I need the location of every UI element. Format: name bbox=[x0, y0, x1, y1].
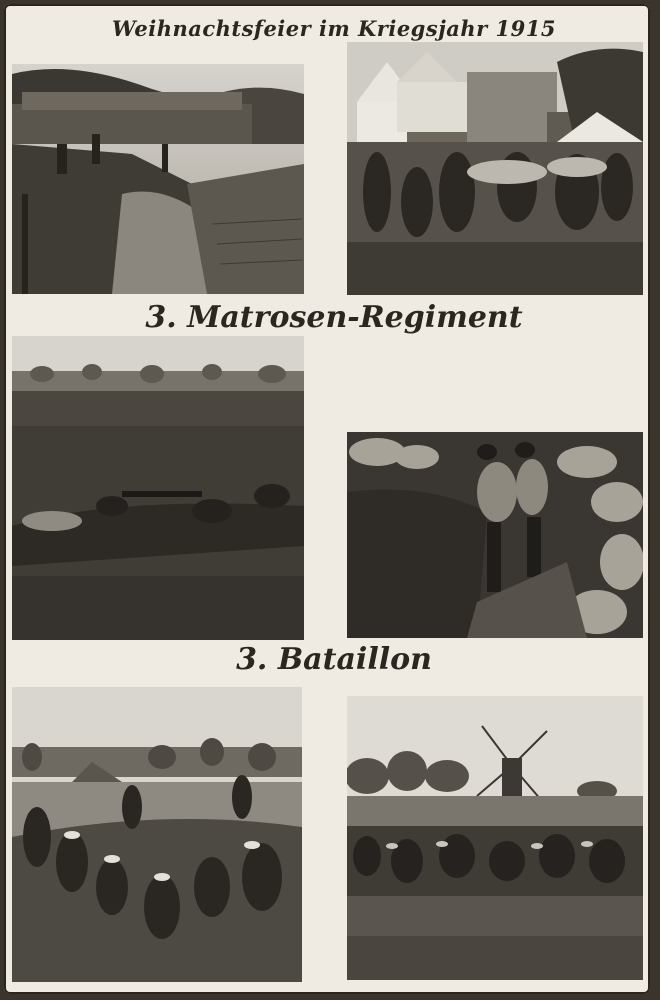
postcard bbox=[4, 4, 650, 994]
photo-sandbag-trench bbox=[347, 432, 643, 638]
photo-windmill-soldiers bbox=[347, 696, 643, 980]
photo-trench-dugout bbox=[12, 64, 304, 294]
regiment-heading: 3. Matrosen-Regiment bbox=[145, 300, 523, 335]
postcard-title: Weihnachtsfeier im Kriegsjahr 1915 bbox=[111, 16, 556, 41]
photo-machine-gun-field bbox=[12, 336, 304, 640]
photo-soldiers-houses bbox=[347, 42, 643, 295]
battalion-heading: 3. Bataillon bbox=[236, 642, 432, 677]
photo-soldiers-digging bbox=[12, 687, 302, 982]
